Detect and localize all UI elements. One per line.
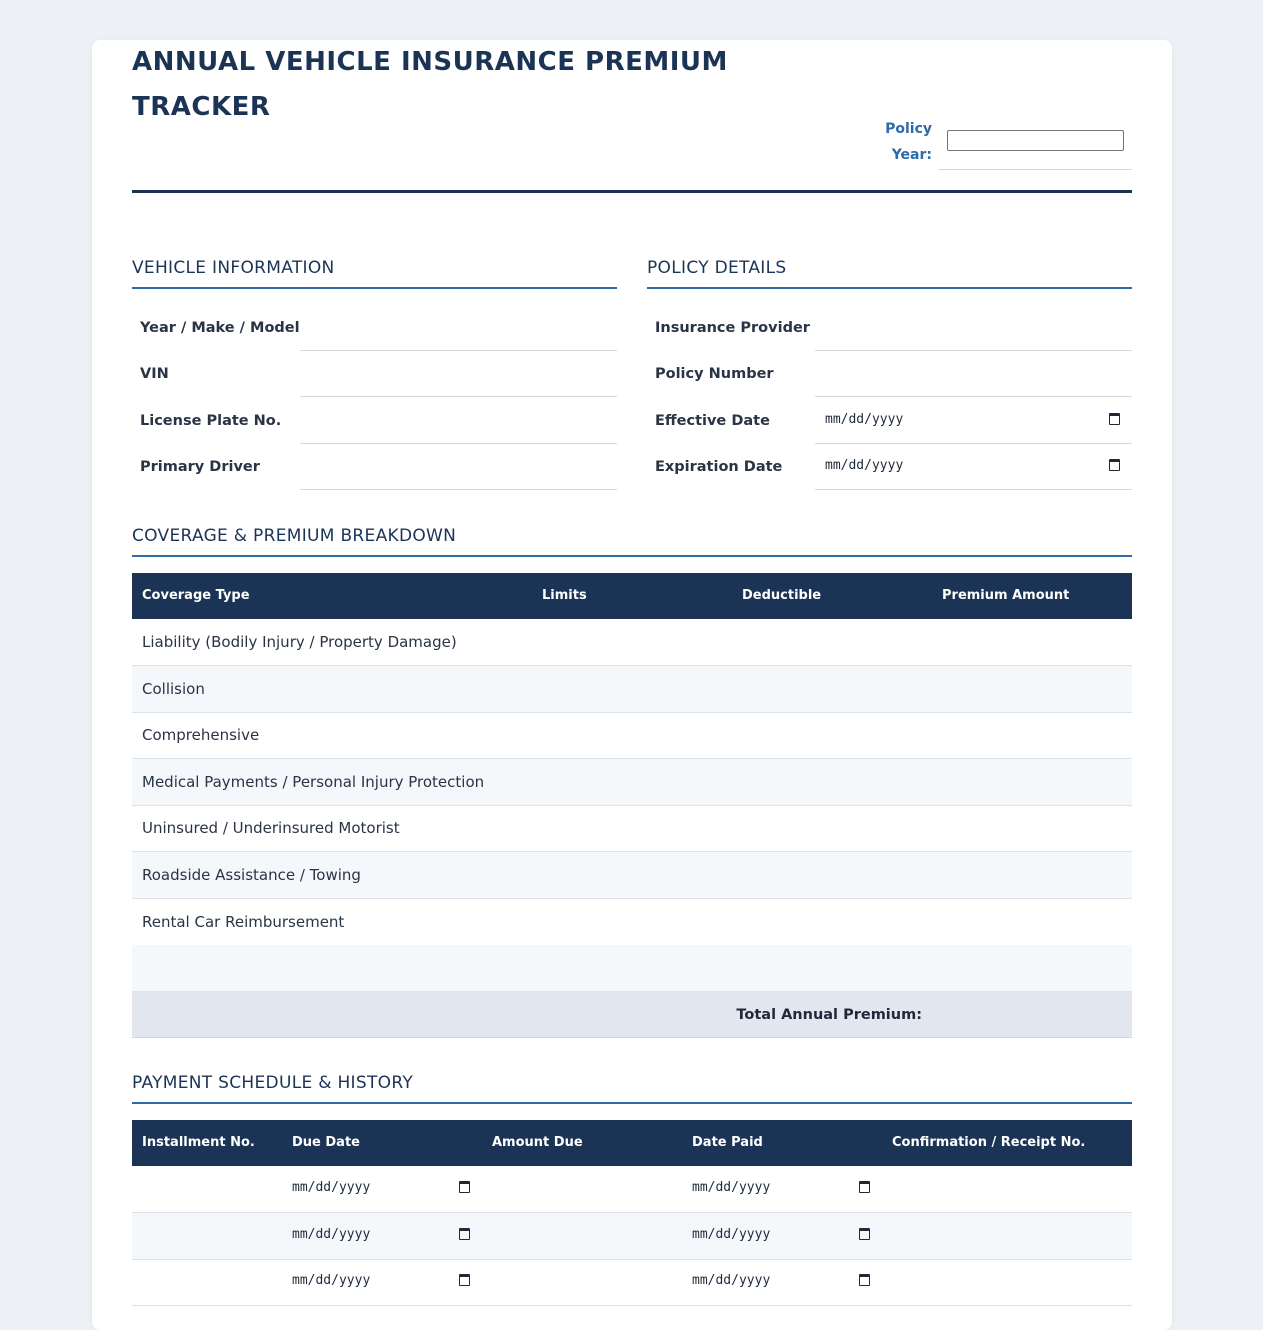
due-date-input[interactable] bbox=[282, 1259, 482, 1305]
vehicle-field-primary-driver bbox=[132, 444, 617, 490]
field-label: Policy Number bbox=[655, 366, 774, 382]
field-label: Primary Driver bbox=[140, 459, 260, 475]
table-row[interactable] bbox=[132, 759, 1132, 806]
date-placeholder: mm/dd/yyyy bbox=[825, 412, 904, 427]
calendar-icon[interactable] bbox=[859, 1274, 870, 1286]
page-title bbox=[132, 40, 772, 130]
date-placeholder: mm/dd/yyyy bbox=[292, 1227, 371, 1242]
date-placeholder: mm/dd/yyyy bbox=[825, 458, 904, 473]
col-installment-no: Installment No. bbox=[142, 1135, 255, 1150]
field-label: Expiration Date bbox=[655, 459, 783, 475]
calendar-icon[interactable] bbox=[859, 1228, 870, 1240]
policy-field-expiration-date bbox=[647, 444, 1132, 490]
expiration-date-input[interactable] bbox=[815, 444, 1132, 490]
policy-year-label bbox=[872, 116, 932, 168]
calendar-icon[interactable] bbox=[459, 1228, 470, 1240]
vehicle-field-vin bbox=[132, 351, 617, 397]
date-placeholder: mm/dd/yyyy bbox=[292, 1180, 371, 1195]
col-amount-due: Amount Due bbox=[492, 1135, 583, 1150]
insurance-provider-input[interactable] bbox=[815, 305, 1132, 351]
coverage-type-cell: Collision bbox=[142, 680, 205, 698]
date-placeholder: mm/dd/yyyy bbox=[692, 1273, 771, 1288]
table-row[interactable] bbox=[132, 1259, 1132, 1306]
calendar-icon[interactable] bbox=[459, 1181, 470, 1193]
table-row[interactable] bbox=[132, 712, 1132, 759]
date-paid-input[interactable] bbox=[682, 1259, 882, 1305]
vehicle-info-title: VEHICLE INFORMATION bbox=[132, 258, 617, 289]
field-label: Effective Date bbox=[655, 413, 770, 429]
col-coverage-type: Coverage Type bbox=[142, 588, 250, 603]
total-row bbox=[132, 992, 1132, 1038]
coverage-table bbox=[132, 573, 1132, 1038]
table-row[interactable] bbox=[132, 852, 1132, 899]
payments-table bbox=[132, 1120, 1132, 1320]
col-date-paid: Date Paid bbox=[692, 1135, 763, 1150]
table-row[interactable] bbox=[132, 1166, 1132, 1213]
page-title-line-1: ANNUAL VEHICLE INSURANCE PREMIUM bbox=[132, 47, 728, 77]
tracker-form bbox=[92, 40, 1172, 1330]
calendar-icon[interactable] bbox=[1109, 413, 1120, 425]
table-row[interactable] bbox=[132, 666, 1132, 713]
policy-details-title: POLICY DETAILS bbox=[647, 258, 1132, 289]
col-limits: Limits bbox=[542, 588, 587, 603]
col-premium-amount: Premium Amount bbox=[942, 588, 1070, 603]
field-label: License Plate No. bbox=[140, 413, 282, 429]
coverage-title: COVERAGE & PREMIUM BREAKDOWN bbox=[132, 526, 1132, 557]
license-plate-input[interactable] bbox=[300, 398, 617, 444]
date-placeholder: mm/dd/yyyy bbox=[292, 1273, 371, 1288]
date-placeholder: mm/dd/yyyy bbox=[692, 1227, 771, 1242]
calendar-icon[interactable] bbox=[459, 1274, 470, 1286]
field-label: Year / Make / Model bbox=[140, 320, 300, 336]
field-label: Insurance Provider bbox=[655, 320, 810, 336]
policy-year-label-line-2: Year: bbox=[891, 147, 932, 163]
date-placeholder: mm/dd/yyyy bbox=[692, 1180, 771, 1195]
year-make-model-input[interactable] bbox=[300, 305, 617, 351]
col-confirmation: Confirmation / Receipt No. bbox=[892, 1135, 1086, 1150]
payments-table-header bbox=[132, 1120, 1132, 1166]
policy-year-input[interactable] bbox=[947, 130, 1124, 151]
due-date-input[interactable] bbox=[282, 1213, 482, 1259]
calendar-icon[interactable] bbox=[859, 1181, 870, 1193]
coverage-type-cell: Uninsured / Underinsured Motorist bbox=[142, 819, 400, 837]
policy-year-label-line-1: Policy bbox=[885, 121, 932, 137]
table-row[interactable] bbox=[132, 945, 1132, 992]
col-deductible: Deductible bbox=[742, 588, 822, 603]
date-paid-input[interactable] bbox=[682, 1213, 882, 1259]
policy-number-input[interactable] bbox=[815, 351, 1132, 397]
table-row[interactable] bbox=[132, 899, 1132, 946]
policy-field-effective-date bbox=[647, 398, 1132, 444]
total-annual-premium-label: Total Annual Premium: bbox=[736, 1007, 922, 1023]
coverage-type-cell: Liability (Bodily Injury / Property Damage) bbox=[142, 633, 457, 651]
policy-field-number bbox=[647, 351, 1132, 397]
due-date-input[interactable] bbox=[282, 1166, 482, 1212]
table-row[interactable] bbox=[132, 1213, 1132, 1260]
coverage-type-cell: Comprehensive bbox=[142, 726, 260, 744]
vehicle-field-license-plate bbox=[132, 398, 617, 444]
field-label: VIN bbox=[140, 366, 169, 382]
page-title-line-2: TRACKER bbox=[132, 92, 271, 122]
col-due-date: Due Date bbox=[292, 1135, 360, 1150]
vin-input[interactable] bbox=[300, 351, 617, 397]
calendar-icon[interactable] bbox=[1109, 459, 1120, 471]
primary-driver-input[interactable] bbox=[300, 444, 617, 490]
vehicle-field-year-make-model bbox=[132, 305, 617, 351]
coverage-type-cell: Rental Car Reimbursement bbox=[142, 913, 345, 931]
coverage-type-cell: Medical Payments / Personal Injury Protection bbox=[142, 773, 485, 791]
coverage-type-cell: Roadside Assistance / Towing bbox=[142, 866, 361, 884]
date-paid-input[interactable] bbox=[682, 1166, 882, 1212]
table-row[interactable] bbox=[132, 805, 1132, 852]
effective-date-input[interactable] bbox=[815, 398, 1132, 444]
payments-title: PAYMENT SCHEDULE & HISTORY bbox=[132, 1073, 1132, 1104]
policy-field-provider bbox=[647, 305, 1132, 351]
coverage-table-header bbox=[132, 573, 1132, 619]
table-row[interactable] bbox=[132, 619, 1132, 666]
